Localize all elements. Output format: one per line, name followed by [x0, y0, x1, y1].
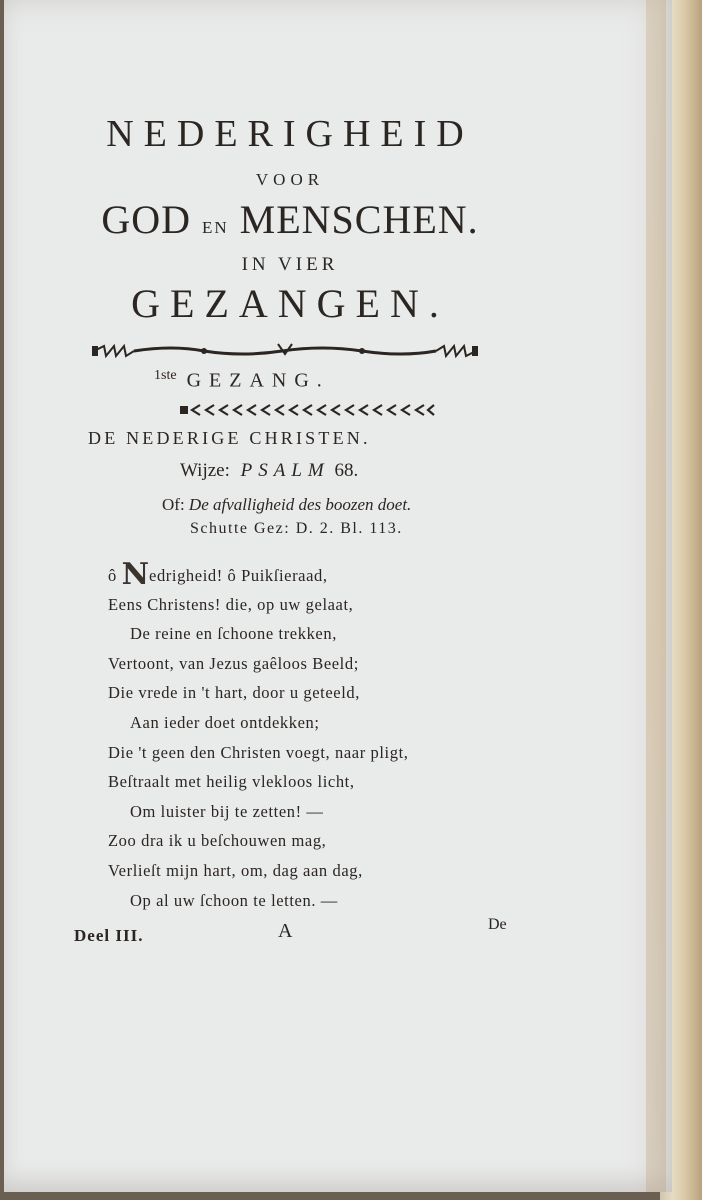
verse-line: Zoo dra ik u beſchouwen mag, — [108, 831, 327, 851]
title-word-en: EN — [201, 218, 229, 237]
melody-line — [180, 460, 358, 482]
dropcap-prefix: ô — [108, 566, 117, 585]
verse-stanza — [108, 557, 468, 915]
alternate-label: Of: — [162, 495, 185, 514]
catchword: De — [488, 916, 507, 933]
verse-line: Die vrede in 't hart, door u geteeld, — [108, 683, 360, 703]
title-line-3 — [70, 196, 510, 243]
section-heading — [154, 368, 454, 393]
verse-line — [108, 557, 468, 592]
section-heading-text: GEZANG. — [186, 369, 330, 392]
verse-line: Beſtraalt met heilig vlekloos licht, — [108, 772, 355, 792]
arrow-rule — [180, 402, 436, 418]
title-word-god: GOD — [101, 197, 191, 242]
verse-line: Vertoont, van Jezus gaêloos Beeld; — [108, 653, 359, 673]
verse-line: Om luister bij te zetten! — — [130, 801, 324, 821]
ornamental-rule — [92, 340, 478, 362]
verse-line: Aan ieder doet ontdekken; — [130, 712, 320, 732]
section-number: 1ste — [154, 368, 177, 383]
title-word-menschen: MENSCHEN. — [239, 197, 479, 242]
signature-mark: A — [278, 920, 293, 942]
melody-label: Wijze: — [180, 460, 230, 481]
verse-line: Die 't geen den Christen voegt, naar pligt, — [108, 742, 409, 762]
title-line-2: VOOR — [255, 170, 325, 189]
verse-line: Eens Christens! die, op uw gelaat, — [108, 594, 354, 614]
verse-line-text: edrigheid! ô Puikſieraad, — [149, 566, 328, 585]
source-reference: Schutte Gez: D. 2. Bl. 113. — [190, 520, 403, 537]
title-line-1: NEDERIGHEID — [106, 113, 474, 155]
poem-subtitle: DE NEDERIGE CHRISTEN. — [88, 428, 371, 448]
alternate-melody — [162, 495, 411, 515]
title-line-4: IN VIER — [241, 254, 339, 275]
book-page — [4, 0, 672, 1192]
volume-label: Deel III. — [74, 926, 144, 945]
melody-psalm: PSALM — [240, 460, 330, 481]
drop-cap: N — [121, 557, 150, 592]
verse-line: De reine en ſchoone trekken, — [130, 624, 337, 644]
verse-line: Op al uw ſchoon te letten. — — [130, 890, 338, 910]
melody-number: 68. — [334, 460, 359, 481]
page-stain — [646, 0, 666, 1192]
title-line-5: GEZANGEN. — [131, 281, 449, 326]
alternate-value: De afvalligheid des boozen doet. — [188, 495, 412, 514]
verse-line: Verlieſt mijn hart, om, dag aan dag, — [108, 860, 363, 880]
